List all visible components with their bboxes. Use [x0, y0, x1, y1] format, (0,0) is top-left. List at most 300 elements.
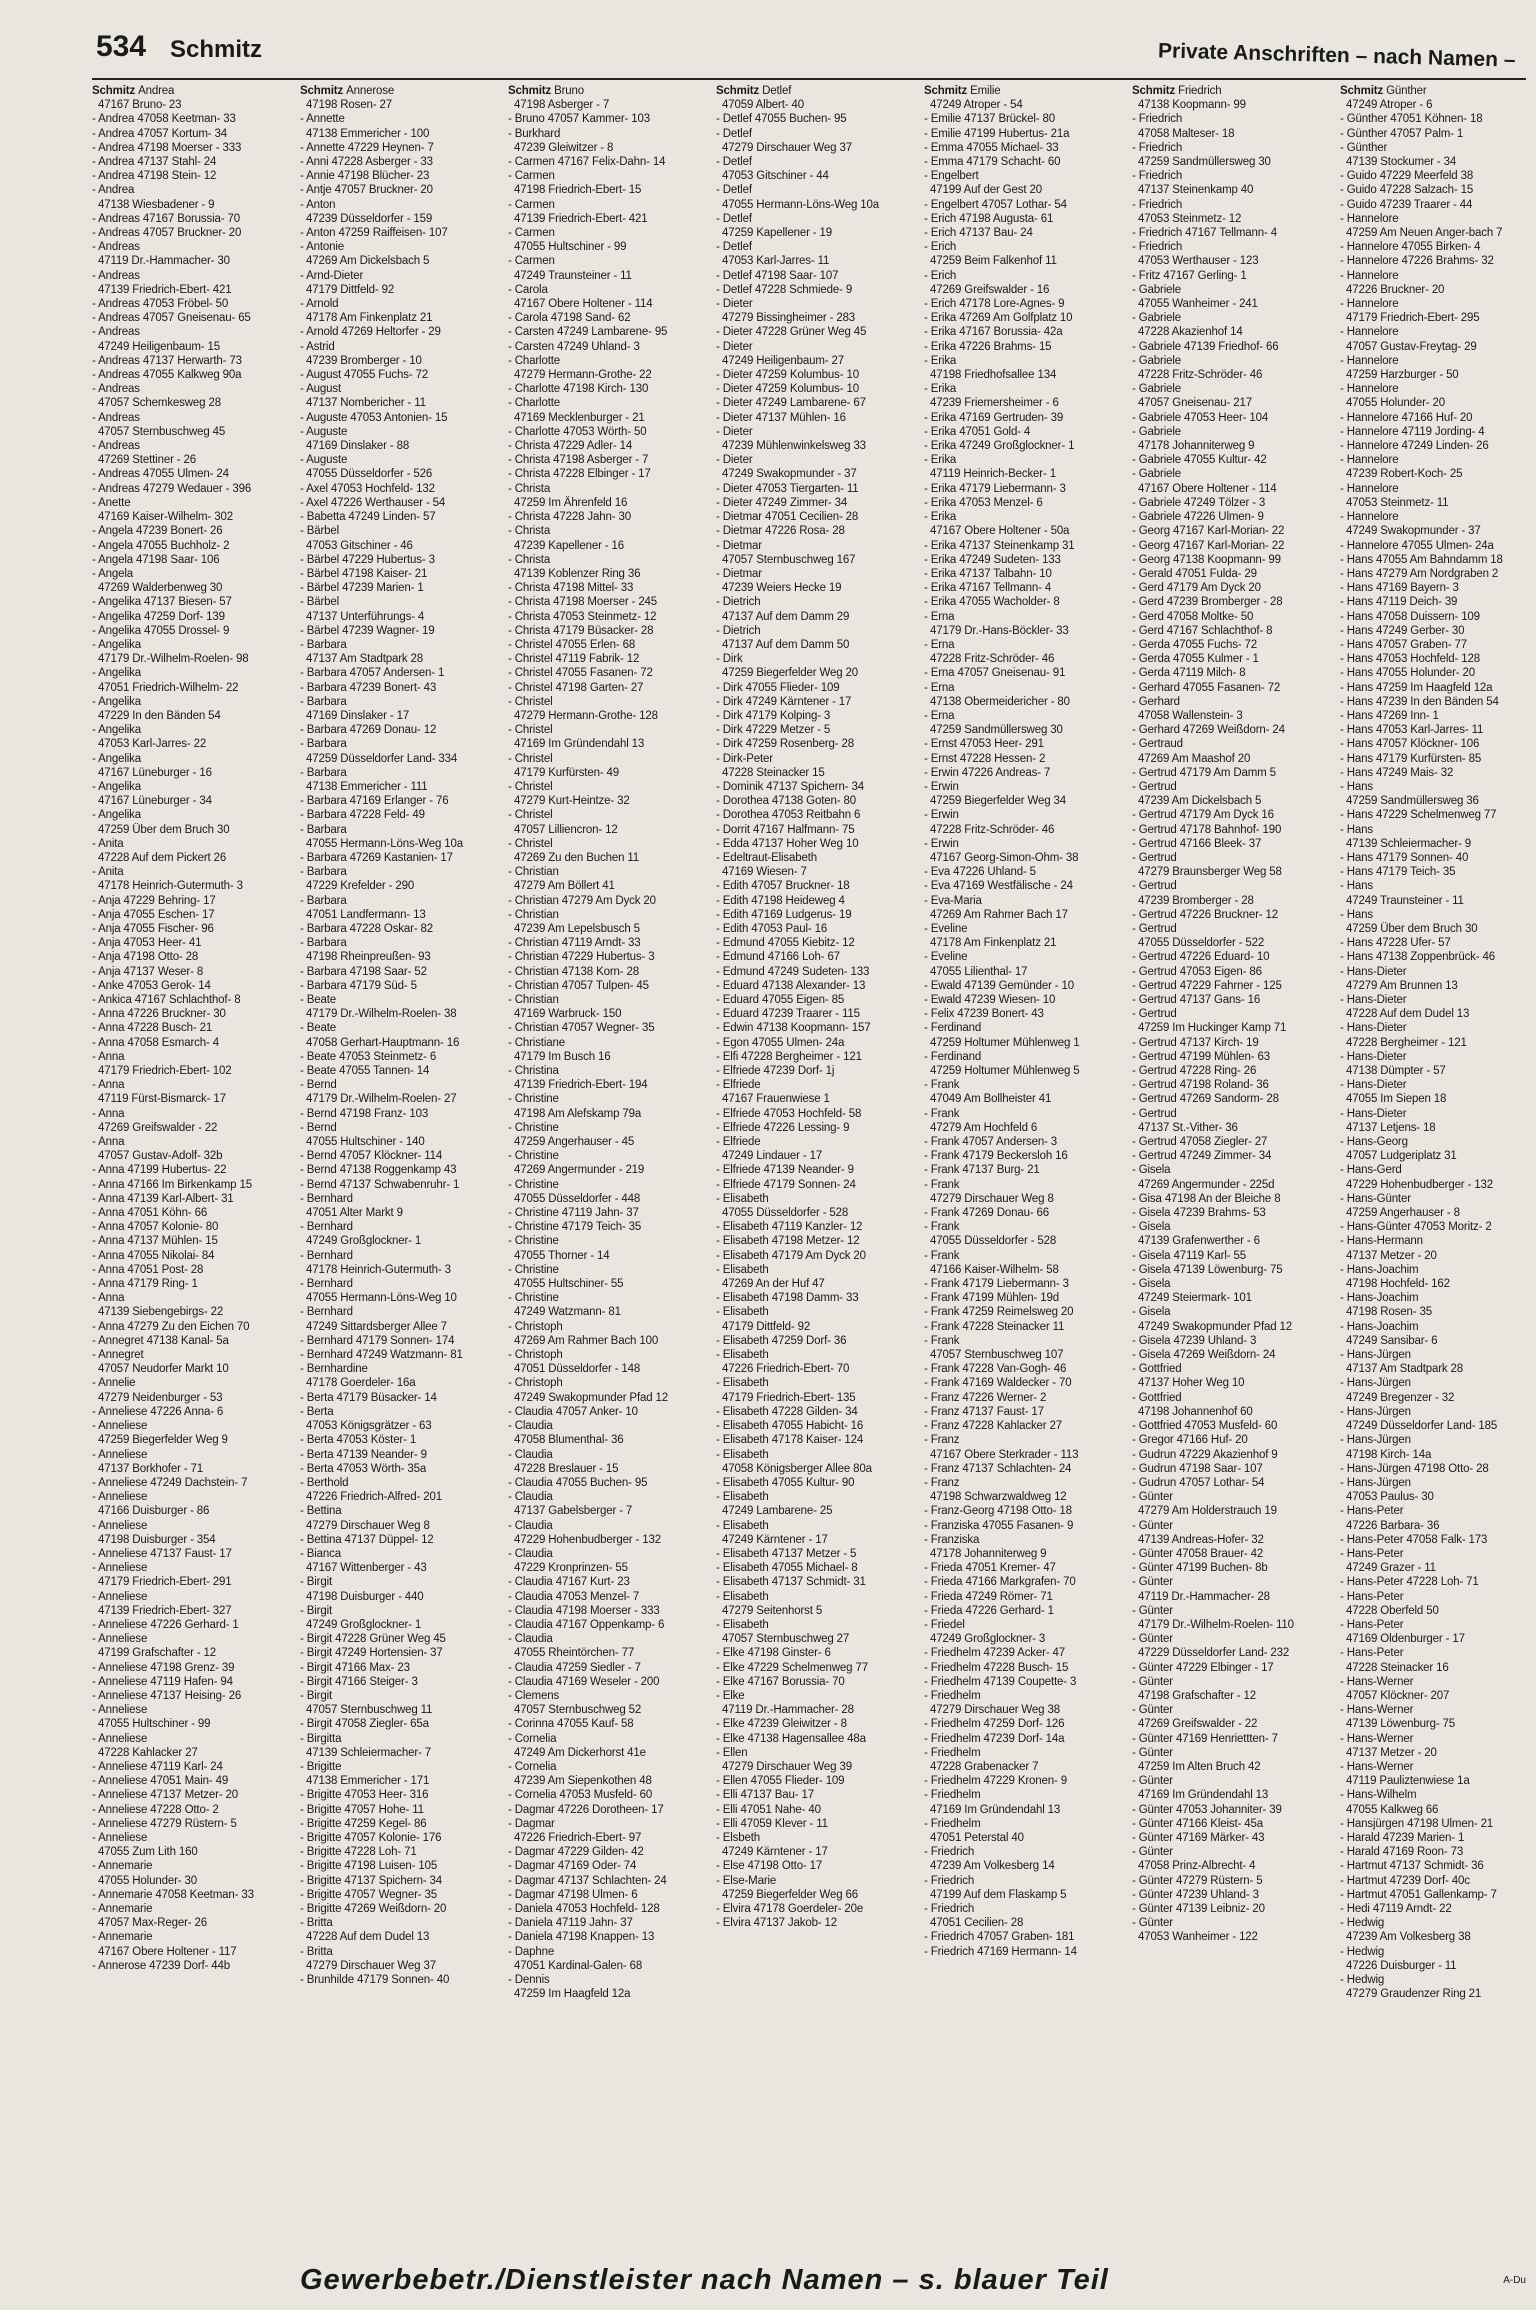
listing-entry: - Felix 47239 Bonert- 43	[924, 1008, 1044, 1021]
listing-entry: 47179 Friedrich-Ebert- 295	[1346, 312, 1480, 325]
listing-entry: - Elisabeth	[716, 1349, 769, 1362]
listing-entry: - Anneliese	[92, 1491, 148, 1504]
listing-entry: 47169 Warbruck- 150	[514, 1008, 622, 1021]
listing-entry: - Hartmut 47051 Gallenkamp- 7	[1340, 1888, 1497, 1901]
listing-entry: 47269 Angermunder - 225d	[1138, 1178, 1275, 1191]
listing-entry: - Friedhelm	[924, 1746, 981, 1759]
listing-columns	[92, 84, 1530, 2252]
listing-entry: - Dietmar 47226 Rosa- 28	[716, 525, 845, 538]
listing-entry: - Hartmut 47137 Schmidt- 36	[1340, 1860, 1484, 1873]
listing-entry: - Edmund 47249 Sudeten- 133	[716, 965, 870, 978]
listing-entry: - Elisabeth	[716, 1491, 769, 1504]
listing-entry: - Annegret 47138 Kanal- 5a	[92, 1334, 229, 1347]
listing-entry: - Berta 47053 Köster- 1	[300, 1434, 417, 1447]
listing-entry: - Anneliese 47137 Metzer- 20	[92, 1789, 239, 1802]
listing-entry: 47139 Grafenwerther - 6	[1138, 1235, 1260, 1248]
listing-entry: - Günter 47058 Brauer- 42	[1132, 1547, 1264, 1560]
listing-entry: - Barbara 47179 Süd- 5	[300, 979, 417, 992]
listing-entry: 47239 Am Volkesberg 14	[930, 1860, 1055, 1873]
listing-entry: 47229 Kronprinzen- 55	[514, 1562, 628, 1575]
listing-entry: - Anneliese	[92, 1590, 148, 1603]
listing-entry: - Elisabeth 47137 Metzer - 5	[716, 1547, 857, 1560]
listing-entry: - Günter 47199 Buchen- 8b	[1132, 1562, 1268, 1575]
listing-entry: 47279 Dirschauer Weg 38	[930, 1704, 1060, 1717]
listing-entry: - Claudia 47053 Menzel- 7	[508, 1590, 640, 1603]
listing-entry: 47198 Johannenhof 60	[1138, 1405, 1253, 1418]
listing-entry: 47228 Fritz-Schröder- 46	[1138, 369, 1263, 382]
listing-entry: 47228 Steinacker 15	[722, 766, 825, 779]
listing-entry: - Hannelore	[1340, 482, 1399, 495]
listing-entry: - Hans 47179 Sonnen- 40	[1340, 851, 1469, 864]
listing-entry: 47279 Neidenburger - 53	[98, 1391, 223, 1404]
listing-entry: 47167 Obere Holtener - 114	[1138, 482, 1277, 495]
column-surname: Schmitz	[508, 85, 552, 97]
listing-entry: 47053 Karl-Jarres- 11	[722, 255, 830, 268]
listing-entry: - Erich 47137 Bau- 24	[924, 227, 1033, 240]
listing-entry: 47269 Am Maashof 20	[1138, 752, 1251, 765]
listing-entry: - Hans-Wilhelm	[1340, 1789, 1417, 1802]
listing-entry: - Gabriele 47226 Ulmen- 9	[1132, 511, 1264, 524]
listing-entry: - Elfriede 47139 Neander- 9	[716, 1164, 854, 1177]
listing-entry: 47119 Fürst-Bismarck- 17	[98, 1093, 226, 1106]
listing-entry: 47249 Am Dickerhorst 41e	[514, 1746, 646, 1759]
listing-entry: - Anna 47057 Kolonie- 80	[92, 1221, 219, 1234]
listing-entry: 47198 Rosen- 27	[306, 99, 392, 112]
listing-entry: - Erika 47249 Großglockner- 1	[924, 440, 1075, 453]
listing-entry: - Detlef 47198 Saar- 107	[716, 269, 839, 282]
listing-entry: - Christa 47228 Elbinger - 17	[508, 468, 651, 481]
listing-entry: - Hans 47269 Inn- 1	[1340, 709, 1439, 722]
listing-entry: - Hans 47228 Ufer- 57	[1340, 937, 1451, 950]
listing-entry: - Else 47198 Otto- 17	[716, 1860, 823, 1873]
listing-entry: 47269 Greifswalder - 22	[1138, 1718, 1258, 1731]
column-firstname: Emilie	[970, 85, 1001, 97]
listing-entry: - Angelika	[92, 667, 142, 680]
listing-entry: - Anja 47053 Heer- 41	[92, 937, 202, 950]
listing-entry: - Dieter	[716, 340, 753, 353]
listing-entry: - Hans-Peter	[1340, 1618, 1404, 1631]
listing-entry: - Friedrich	[1132, 141, 1183, 154]
listing-entry: - Günter	[1132, 1519, 1173, 1532]
listing-entry: 47259 Kapellener - 19	[722, 227, 833, 240]
listing-entry: 47057 Sternbuschweg 167	[722, 553, 856, 566]
listing-entry: 47138 Emmericher - 100	[306, 127, 430, 140]
listing-entry: - Auguste	[300, 454, 348, 467]
listing-entry: - Frank 47228 Steinacker 11	[924, 1320, 1065, 1333]
listing-entry: - Gisela 47119 Karl- 55	[1132, 1249, 1246, 1262]
listing-entry: - Friedhelm 47139 Coupette- 3	[924, 1675, 1077, 1688]
listing-entry: - Annette	[300, 113, 345, 126]
listing-entry: 47249 Swakopmunder Pfad 12	[514, 1391, 669, 1404]
listing-entry: - Frank 47057 Andersen- 3	[924, 1136, 1058, 1149]
listing-entry: - Bettina 47137 Düppel- 12	[300, 1533, 434, 1546]
listing-entry: 47279 Dirschauer Weg 37	[306, 1959, 436, 1972]
listing-entry: - Hannelore	[1340, 269, 1399, 282]
listing-entry: 47226 Friedrich-Ebert- 97	[514, 1831, 642, 1844]
listing-entry: - Christel 47055 Fasanen- 72	[508, 667, 653, 680]
listing-entry: 47279 Dirschauer Weg 37	[722, 141, 852, 154]
listing-entry: - Hans-Werner	[1340, 1760, 1414, 1773]
listing-entry: - Bärbel	[300, 525, 340, 538]
listing-entry: - Hannelore	[1340, 212, 1399, 225]
listing-entry: - Birgit 47249 Hortensien- 37	[300, 1647, 443, 1660]
listing-entry: - Christa 47198 Mittel- 33	[508, 582, 634, 595]
listing-entry: - Elisabeth 47228 Gilden- 34	[716, 1405, 858, 1418]
listing-entry: - August	[300, 383, 341, 396]
listing-entry: 47051 Peterstal 40	[930, 1831, 1024, 1844]
listing-entry: - Ewald 47139 Gemünder - 10	[924, 979, 1075, 992]
listing-entry: 47279 Hermann-Grothe- 22	[514, 369, 652, 382]
listing-entry: 47138 Wiesbadener - 9	[98, 198, 215, 211]
listing-entry: - Dorothea 47138 Goten- 80	[716, 795, 856, 808]
listing-entry: - Elisabeth 47119 Kanzler- 12	[716, 1221, 863, 1234]
listing-entry: - Frank 47179 Liebermann- 3	[924, 1278, 1069, 1291]
listing-entry: - Bernhard 47249 Watzmann- 81	[300, 1349, 463, 1362]
listing-entry: - Frank 47169 Waldecker - 70	[924, 1377, 1072, 1390]
listing-entry: - Gerda 47055 Fuchs- 72	[1132, 638, 1258, 651]
listing-entry: 47137 Borkhofer - 71	[98, 1462, 204, 1475]
listing-entry: - Erika 47269 Am Golfplatz 10	[924, 312, 1073, 325]
listing-entry: - Frieda 47051 Kremer- 47	[924, 1562, 1056, 1575]
listing-entry: - Gertrud 47226 Eduard- 10	[1132, 951, 1270, 964]
listing-entry: - Bernhard	[300, 1306, 353, 1319]
listing-entry: - Erika 47055 Wacholder- 8	[924, 596, 1060, 609]
listing-entry: - Angelika	[92, 809, 142, 822]
listing-entry: 47179 Friedrich-Ebert- 135	[722, 1391, 856, 1404]
listing-entry: - Friedrich	[1132, 113, 1183, 126]
listing-entry: - Hans-Dieter	[1340, 994, 1407, 1006]
listing-entry: - Hans 47169 Bayern- 3	[1340, 582, 1459, 595]
listing-entry: - Elisabeth 47178 Kaiser- 124	[716, 1434, 864, 1447]
listing-entry: - Carmen 47167 Felix-Dahn- 14	[508, 156, 666, 169]
listing-entry: - Bernhard	[300, 1249, 353, 1262]
listing-entry: - Bernhardine	[300, 1363, 368, 1376]
listing-entry: 47239 Bromberger - 28	[1138, 894, 1254, 907]
listing-entry: 47279 Am Hochfeld 6	[930, 1121, 1038, 1134]
listing-entry: 47249 Düsseldorfer Land- 185	[1346, 1420, 1498, 1433]
listing-entry: 47198 Friedrich-Ebert- 15	[514, 184, 642, 197]
listing-entry: - Christine	[508, 1121, 559, 1134]
listing-entry: 47138 Emmericher - 171	[306, 1775, 430, 1788]
listing-entry: - Hans-Hermann	[1340, 1235, 1423, 1248]
listing-entry: 47139 Friedrich-Ebert- 194	[514, 1079, 648, 1092]
listing-entry: - Claudia 47167 Oppenkamp- 6	[508, 1618, 665, 1631]
listing-entry: - Gisela 47239 Brahms- 53	[1132, 1207, 1266, 1220]
listing-entry: - Dirk 47259 Rosenberg- 28	[716, 738, 855, 751]
listing-entry: - Gertrud	[1132, 922, 1177, 935]
listing-entry: - Hans-Peter	[1340, 1505, 1404, 1518]
listing-entry: 47226 Friedrich-Alfred- 201	[306, 1491, 442, 1504]
listing-entry: - Christa 47179 Büsacker- 28	[508, 624, 654, 637]
listing-entry: - Barbara 47057 Andersen- 1	[300, 667, 445, 680]
listing-entry: - Hans 47249 Gerber- 30	[1340, 624, 1465, 637]
listing-entry: - Christoph	[508, 1377, 563, 1390]
listing-entry: - Frank 47269 Donau- 66	[924, 1207, 1050, 1220]
listing-entry: - Carsten 47249 Lambarene- 95	[508, 326, 668, 339]
listing-entry: - Claudia	[508, 1448, 553, 1461]
listing-entry: - Friedhelm 47239 Acker- 47	[924, 1647, 1066, 1660]
listing-entry: 47053 Steinmetz- 11	[1346, 496, 1449, 509]
listing-entry: 47055 Wanheimer - 241	[1138, 298, 1258, 311]
listing-entry: - Detlef	[716, 241, 752, 254]
listing-entry: - Anna 47058 Esmarch- 4	[92, 1036, 219, 1049]
listing-entry: - Dieter 47249 Lambarene- 67	[716, 397, 866, 410]
listing-entry: - Erika 47053 Menzel- 6	[924, 496, 1043, 509]
listing-entry: - Birgit	[300, 1576, 333, 1589]
listing-entry: 47139 Friedrich-Ebert- 421	[98, 283, 232, 296]
listing-entry: - Gertrud 47053 Eigen- 86	[1132, 965, 1262, 978]
listing-entry: 47249 Atroper - 6	[1346, 99, 1433, 112]
listing-entry: - Anneliese 47226 Anna- 6	[92, 1405, 224, 1418]
listing-entry: - Elisabeth 47198 Damm- 33	[716, 1292, 859, 1305]
listing-entry: - Dagmar	[508, 1817, 555, 1830]
listing-entry: 47166 Kaiser-Wilhelm- 58	[930, 1263, 1059, 1276]
listing-entry: - Anneliese 47226 Gerhard- 1	[92, 1618, 239, 1631]
listing-entry: - Hans-Dieter	[1340, 1107, 1407, 1120]
listing-entry: - Friedhelm 47228 Busch- 15	[924, 1661, 1069, 1674]
listing-entry: - Else-Marie	[716, 1874, 777, 1887]
listing-entry: - Angelika	[92, 638, 142, 651]
listing-entry: 47228 Auf dem Pickert 26	[98, 851, 227, 864]
listing-entry: 47055 Hultschiner- 55	[514, 1278, 624, 1291]
listing-entry: 47249 Sittardsberger Allee 7	[306, 1320, 447, 1333]
listing-entry: - Beate 47053 Steinmetz- 6	[300, 1050, 437, 1063]
listing-entry: - Gerd 47167 Schlachthof- 8	[1132, 624, 1273, 637]
listing-entry: - Hans 47138 Zoppenbrück- 46	[1340, 951, 1495, 964]
listing-entry: 47055 Hultschiner - 140	[306, 1136, 425, 1149]
listing-entry: - Andreas 47055 Kalkweg 90a	[92, 369, 242, 382]
listing-entry: - Hedwig	[1340, 1945, 1385, 1958]
listing-entry: - Brigitte 47259 Kegel- 86	[300, 1817, 427, 1830]
listing-entry: - Barbara	[300, 638, 347, 651]
listing-entry: 47259 Im Haagfeld 12a	[514, 1988, 631, 2001]
column-head	[1132, 84, 1336, 98]
listing-entry: 47178 Am Finkenplatz 21	[306, 312, 433, 325]
listing-entry: - Dagmar 47229 Gilden- 42	[508, 1846, 644, 1859]
listing-entry: - Andreas	[92, 383, 140, 396]
listing-entry: - Elisabeth 47259 Dorf- 36	[716, 1334, 847, 1347]
listing-entry: - Friedrich 47057 Graben- 181	[924, 1931, 1075, 1944]
listing-entry: 47229 Hohenbudberger - 132	[1346, 1178, 1493, 1191]
listing-entry: - Hans-Joachim	[1340, 1320, 1419, 1333]
listing-entry: - Gertrud	[1132, 880, 1177, 893]
listing-entry: - Brigitte 47228 Loh- 71	[300, 1846, 417, 1859]
listing-entry: - Anna 47051 Post- 28	[92, 1263, 204, 1276]
listing-entry: - Angela	[92, 567, 133, 580]
listing-entry: - Hedwig	[1340, 1974, 1385, 1987]
listing-entry: - Andrea 47198 Moerser - 333	[92, 141, 242, 154]
listing-entry: - Brigitte	[300, 1760, 342, 1773]
listing-entry: 47057 Ludgeriplatz 31	[1346, 1150, 1457, 1163]
listing-entry: - Günter	[1132, 1675, 1173, 1688]
listing-entry: 47269 Zu den Buchen 11	[514, 851, 640, 864]
listing-entry: - Christa 47229 Adler- 14	[508, 440, 633, 453]
listing-entry: - Anna	[92, 1292, 125, 1305]
listing-entry: - Friedrich	[924, 1846, 975, 1859]
listing-entry: 47259 Sandmüllersweg 30	[930, 724, 1063, 737]
column-head	[92, 84, 296, 98]
listing-entry: - Annemarie	[92, 1931, 153, 1944]
listing-entry: 47249 Grazer - 11	[1346, 1562, 1436, 1575]
listing-entry: - Dagmar 47169 Oder- 74	[508, 1860, 637, 1873]
listing-entry: - Hans-Jürgen	[1340, 1349, 1411, 1362]
listing-entry: 47167 Obere Holtener - 50a	[930, 525, 1070, 538]
listing-entry: - Barbara 47228 Feld- 49	[300, 809, 425, 822]
column-firstname: Detlef	[762, 85, 792, 97]
listing-entry: - Angelika 47055 Drossel- 9	[92, 624, 230, 637]
listing-entry: - Gisela	[1132, 1164, 1171, 1177]
listing-entry: 47137 Gabelsberger - 7	[514, 1505, 633, 1518]
listing-entry: - Hans 47057 Graben- 77	[1340, 638, 1467, 651]
listing-entry: - Edith 47057 Bruckner- 18	[716, 880, 850, 893]
listing-entry: - Gertrud 47178 Bahnhof- 190	[1132, 823, 1282, 836]
listing-entry: - Axel 47226 Werthauser - 54	[300, 496, 446, 509]
listing-entry: - Dieter 47259 Kolumbus- 10	[716, 383, 859, 396]
listing-entry: - Edda 47137 Hoher Weg 10	[716, 837, 859, 850]
listing-entry: - Auguste	[300, 425, 348, 438]
listing-entry: - Günter 47139 Leibniz- 20	[1132, 1903, 1265, 1915]
listing-entry: - Gabriele	[1132, 312, 1181, 325]
listing-entry: - Hans-Werner	[1340, 1704, 1414, 1717]
listing-entry: - Carola	[508, 283, 548, 296]
listing-entry: - Anton	[300, 198, 336, 211]
listing-entry: 47055 Im Siepen 18	[1346, 1093, 1447, 1106]
listing-entry: - Annette 47229 Heynen- 7	[300, 141, 434, 154]
listing-entry: 47167 Lüneburger - 16	[98, 766, 212, 779]
listing-entry: 47139 Friedrich-Ebert- 421	[514, 212, 648, 225]
listing-entry: - Christel 47055 Erlen- 68	[508, 638, 636, 651]
listing-entry: 47198 Rosen- 35	[1346, 1306, 1432, 1319]
listing-entry: - Anneliese	[92, 1704, 148, 1717]
listing-column	[92, 84, 296, 2252]
listing-entry: - Georg 47167 Karl-Morian- 22	[1132, 525, 1285, 538]
listing-entry: - Elisabeth	[716, 1590, 769, 1603]
column-firstname: Günther	[1386, 85, 1427, 97]
listing-entry: - Christel 47119 Fabrik- 12	[508, 653, 640, 666]
listing-entry: 47259 Beim Falkenhof 11	[930, 255, 1057, 268]
listing-entry: - Elisabeth 47179 Am Dyck 20	[716, 1249, 866, 1262]
listing-entry: - Gisela 47269 Weißdorn- 24	[1132, 1349, 1276, 1362]
listing-entry: - Gertrud 47137 Kirch- 19	[1132, 1036, 1259, 1049]
listing-entry: - Dieter	[716, 298, 753, 311]
listing-entry: 47269 Greifswalder - 16	[930, 283, 1050, 296]
listing-entry: - Christel	[508, 780, 553, 793]
listing-entry: - Elfriede 47226 Lessing- 9	[716, 1121, 850, 1134]
listing-entry: - Hansjürgen 47198 Ulmen- 21	[1340, 1817, 1494, 1830]
listing-entry: - Gottfried	[1132, 1391, 1182, 1404]
listing-entry: 47179 Kurfürsten- 49	[514, 766, 620, 779]
listing-entry: 47058 Königsberger Allee 80a	[722, 1462, 872, 1475]
listing-entry: - Gertrud	[1132, 851, 1177, 864]
listing-entry: - Friedrich	[1132, 198, 1183, 211]
listing-entry: - Bianca	[300, 1547, 341, 1560]
listing-entry: - Anneliese 47228 Otto- 2	[92, 1803, 219, 1816]
listing-entry: - Gisela	[1132, 1306, 1171, 1319]
listing-entry: 47179 Dr.-Hans-Böckler- 33	[930, 624, 1069, 637]
listing-entry: - Fritz 47167 Gerling- 1	[1132, 269, 1247, 282]
listing-entry: - Detlef 47228 Schmiede- 9	[716, 283, 853, 296]
listing-entry: - Daniela 47053 Hochfeld- 128	[508, 1903, 660, 1915]
listing-entry: 47178 Heinrich-Gutermuth- 3	[98, 880, 243, 893]
listing-entry: - Claudia 47057 Anker- 10	[508, 1405, 638, 1418]
listing-entry: 47053 Gitschiner - 44	[722, 170, 829, 183]
listing-entry: - Erich 47178 Lore-Agnes- 9	[924, 298, 1065, 311]
listing-entry: - Friedhelm 47229 Kronen- 9	[924, 1775, 1067, 1788]
listing-entry: - Hans 47053 Hochfeld- 128	[1340, 653, 1480, 666]
listing-entry: - Gerhard 47269 Weißdorn- 24	[1132, 724, 1285, 737]
listing-entry: 47249 Swakopmunder - 37	[1346, 525, 1481, 538]
listing-entry: - Emilie 47137 Brückel- 80	[924, 113, 1055, 126]
listing-entry: 47249 Atroper - 54	[930, 99, 1023, 112]
listing-entry: - Hans-Peter	[1340, 1590, 1404, 1603]
listing-entry: 47178 Johanniterweg 9	[1138, 440, 1255, 453]
listing-entry: - Andrea 47058 Keetman- 33	[92, 113, 236, 126]
listing-entry: - Erich	[924, 269, 957, 282]
listing-entry: - Anni 47228 Asberger - 33	[300, 156, 433, 169]
listing-entry: 47239 Am Volkesberg 38	[1346, 1931, 1471, 1944]
listing-entry: - Eva 47226 Uhland- 5	[924, 866, 1036, 879]
listing-entry: - Berta	[300, 1405, 334, 1418]
listing-entry: - Elisabeth	[716, 1448, 769, 1461]
listing-entry: - Dirk 47055 Flieder- 109	[716, 681, 840, 694]
listing-entry: - Christa 47228 Jahn- 30	[508, 511, 631, 524]
listing-entry: 47239 Am Lepelsbusch 5	[514, 922, 640, 935]
listing-entry: 47249 Heiligenbaum- 15	[98, 340, 221, 353]
listing-entry: - Dirk 47249 Kärntener - 17	[716, 695, 852, 708]
listing-entry: - Engelbert 47057 Lothar- 54	[924, 198, 1067, 211]
listing-entry: 47249 Swakopmunder Pfad 12	[1138, 1320, 1293, 1333]
listing-entry: - Hannelore 47166 Huf- 20	[1340, 411, 1473, 424]
listing-entry: - Anna	[92, 1050, 125, 1063]
listing-entry: - Gertrud 47179 Am Damm 5	[1132, 766, 1276, 779]
listing-entry: - Christa	[508, 553, 551, 566]
listing-entry: - Christel 47198 Garten- 27	[508, 681, 644, 694]
listing-entry: - Claudia	[508, 1519, 553, 1532]
listing-entry: - Friedrich	[1132, 241, 1183, 254]
listing-entry: - Christiane	[508, 1036, 565, 1049]
listing-entry: - Christoph	[508, 1349, 563, 1362]
listing-entry: - Hans	[1340, 780, 1373, 793]
listing-entry: - Bernhard	[300, 1192, 353, 1205]
listing-entry: - Dirk-Peter	[716, 752, 773, 765]
listing-entry: - Brigitte 47057 Hohe- 11	[300, 1803, 424, 1816]
listing-entry: - Daniela 47119 Jahn- 37	[508, 1917, 633, 1930]
listing-entry: - Elke 47198 Ginster- 6	[716, 1647, 831, 1660]
listing-entry: 47058 Prinz-Albrecht- 4	[1138, 1860, 1256, 1873]
listing-entry: - Christine	[508, 1263, 559, 1276]
listing-entry: - Gertrud	[1132, 780, 1177, 793]
listing-entry: - Hans 47249 Mais- 32	[1340, 766, 1454, 779]
listing-entry: - Christian	[508, 908, 559, 921]
listing-entry: - Eva-Maria	[924, 894, 982, 907]
listing-entry: 47179 Dr.-Wilhelm-Roelen- 27	[306, 1093, 457, 1106]
column-surname: Schmitz	[924, 85, 968, 97]
listing-entry: 47053 Werthauser - 123	[1138, 255, 1259, 268]
listing-entry: 47178 Am Finkenplatz 21	[930, 937, 1057, 950]
listing-entry: - Andrea 47198 Stein- 12	[92, 170, 217, 183]
listing-entry: - Claudia	[508, 1491, 553, 1504]
listing-entry: - Claudia 47169 Weseler - 200	[508, 1675, 660, 1688]
listing-entry: - Christine 47119 Jahn- 37	[508, 1207, 639, 1220]
listing-entry: - Charlotte 47053 Wörth- 50	[508, 425, 647, 438]
listing-entry: - Berthold	[300, 1476, 349, 1489]
listing-entry: - Frank	[924, 1334, 960, 1347]
listing-entry: 47239 Am Siepenkothen 48	[514, 1775, 652, 1788]
listing-entry: - Erika 47179 Liebermann- 3	[924, 482, 1066, 495]
listing-entry: - Barbara 47239 Bonert- 43	[300, 681, 437, 694]
listing-entry: - Günter 47166 Kleist- 45a	[1132, 1817, 1263, 1830]
listing-entry: 47259 Holtumer Mühlenweg 1	[930, 1036, 1080, 1049]
